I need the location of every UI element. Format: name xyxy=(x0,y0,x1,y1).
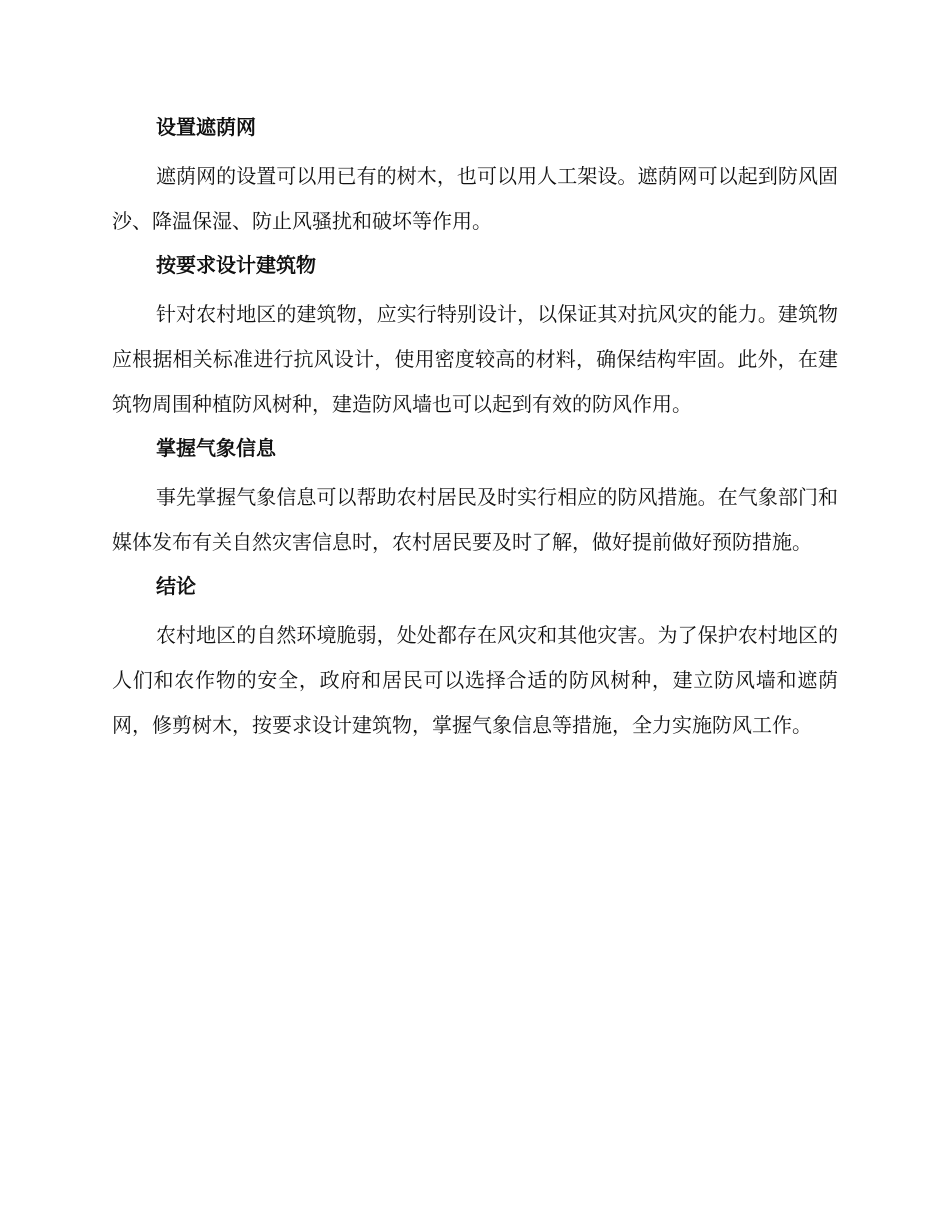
section-heading-building-design: 按要求设计建筑物 xyxy=(156,253,316,277)
section-paragraph-weather-info: 事先掌握气象信息可以帮助农村居民及时实行相应的防风措施。在气象部门和媒体发布有关自然灾害信息时，农村居民要及时了解，做好提前做好预防措施。 xyxy=(112,485,838,554)
section-heading-weather-info: 掌握气象信息 xyxy=(156,436,276,460)
section-heading-shade-net: 设置遮荫网 xyxy=(156,115,256,139)
section-paragraph-building-design: 针对农村地区的建筑物，应实行特别设计，以保证其对抗风灾的能力。建筑物应根据相关标准进行抗风设计，使用密度较高的材料，确保结构牢固。此外，在建筑物周围种植防风树种，建造防风墙也可以起到有效的防风作用。 xyxy=(112,302,838,416)
section-paragraph-shade-net: 遮荫网的设置可以用已有的树木，也可以用人工架设。遮荫网可以起到防风固沙、降温保湿、防止风骚扰和破坏等作用。 xyxy=(112,164,838,233)
section-paragraph-conclusion: 农村地区的自然环境脆弱，处处都存在风灾和其他灾害。为了保护农村地区的人们和农作物的安全，政府和居民可以选择合适的防风树种，建立防风墙和遮荫网，修剪树木，按要求设计建筑物，掌握气象信息等措施，全力实施防风工作。 xyxy=(112,623,838,737)
section-heading-conclusion: 结论 xyxy=(156,574,196,598)
